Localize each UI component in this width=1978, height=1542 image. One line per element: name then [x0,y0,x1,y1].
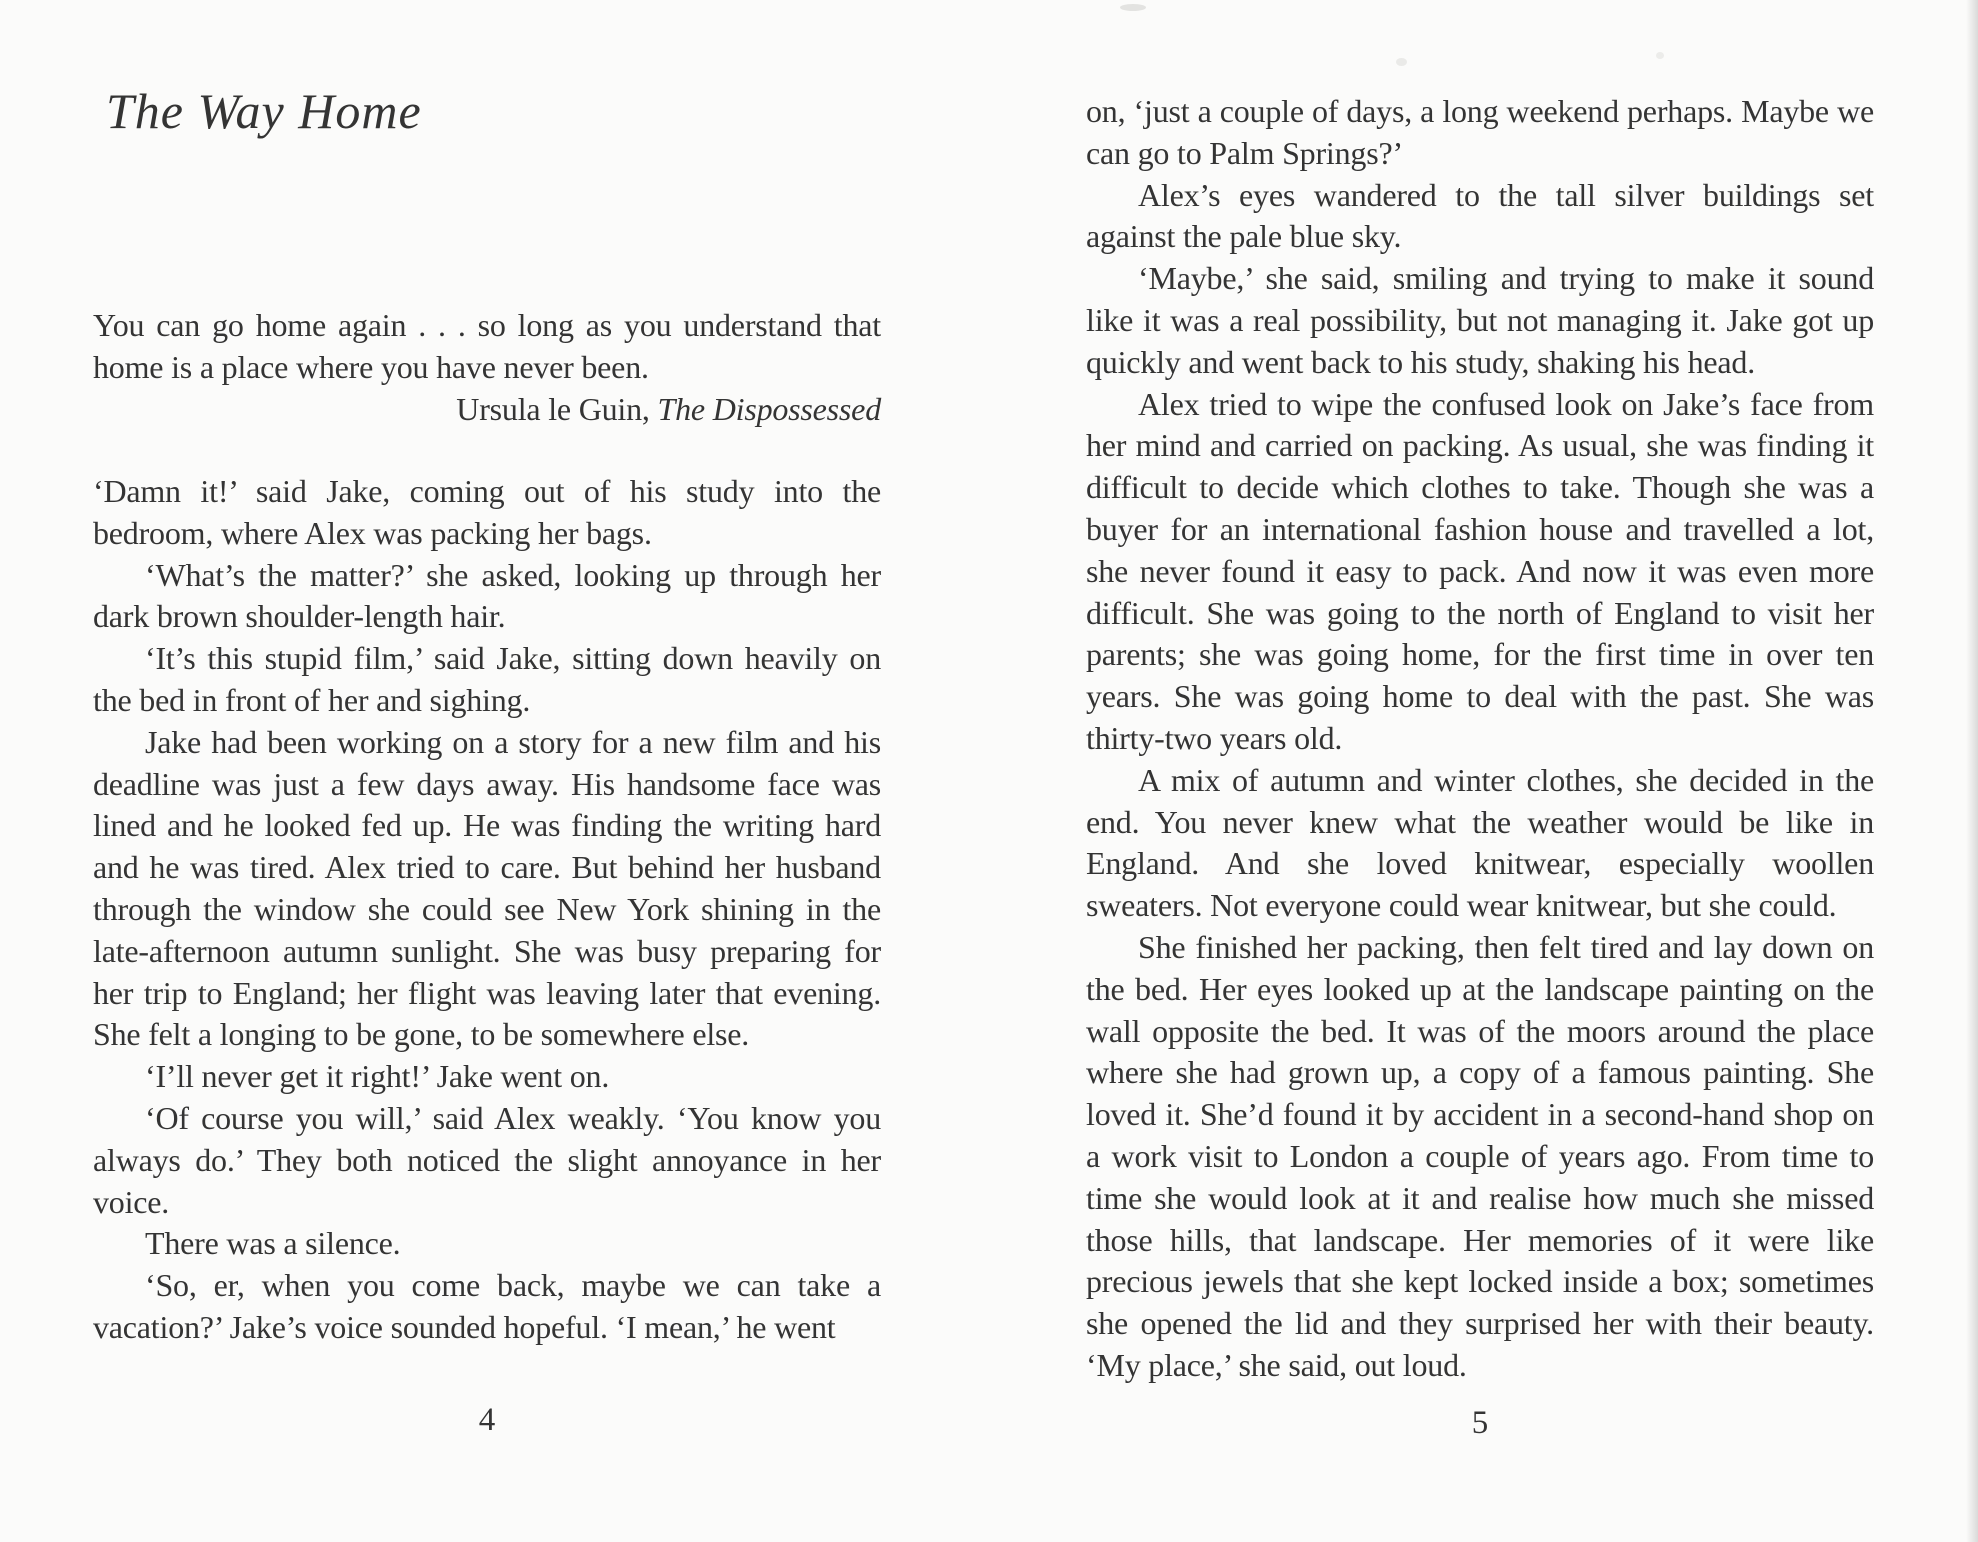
paragraph: on, ‘just a couple of days, a long weekend perhaps. Maybe we can go to Palm Springs?’ [1086,93,1874,171]
left-page-body [93,471,881,1349]
epigraph-attribution [93,389,881,431]
right-page [989,0,1978,1542]
paragraph: ‘I’ll never get it right!’ Jake went on. [145,1058,610,1095]
paragraph: A mix of autumn and winter clothes, she decided in the end. You never knew what the weather would be like in England. And she loved knitwear, especially woollen sweaters. Not everyone could wear knitwear, but she could. [1086,761,1874,924]
scan-artifact [1120,4,1146,11]
paragraph: ‘What’s the matter?’ she asked, looking up through her dark brown shoulder-length hair. [93,556,881,635]
scan-artifact [1396,58,1407,66]
left-page-number: 4 [478,1402,496,1438]
scan-artifact [1656,52,1664,59]
paragraph: ‘Of course you will,’ said Alex weakly. ‘You know you always do.’ They both noticed the slight annoyance in her voice. [93,1099,881,1220]
paragraph: ‘It’s this stupid film,’ said Jake, sitting down heavily on the bed in front of her and sighing. [93,640,881,718]
paragraph: There was a silence. [145,1225,401,1262]
paragraph: She finished her packing, then felt tired and lay down on the bed. Her eyes looked up at the landscape painting on the wall opposite the bed. It was of the moors around the place where she had grown up, a copy of a famous painting. She loved it. She’d found it by accident in a second-hand shop on a work visit to London a couple of years ago. From time to time she would look at it and realise how much she missed those hills, that landscape. Her memories of it were like precious jewels that she kept locked inside a box; sometimes she opened the lid and they surprised her with their beauty. ‘My place,’ she said, out loud. [1086,928,1874,1383]
right-page-number: 5 [1471,1405,1489,1441]
epigraph [93,305,881,430]
epigraph-author: Ursula le Guin, [456,390,658,427]
paragraph: Alex tried to wipe the confused look on Jake’s face from her mind and carried on packing. As usual, she was finding it difficult to decide which clothes to take. Though she was a buyer for an international fashion house and travelled a lot, she never found it easy to pack. And now it was even more difficult. She was going to the north of England to visit her parents; she was going home, for the first time in over ten years. She was going home to deal with the past. She was thirty-two years old. [1086,385,1874,756]
paragraph: ‘So, er, when you come back, maybe we can take a vacation?’ Jake’s voice sounded hopeful. ‘I mean,’ he went [93,1267,881,1345]
right-page-body [1086,91,1874,1387]
paragraph: Alex’s eyes wandered to the tall silver buildings set against the pale blue sky. [1086,176,1874,255]
page-edge-shadow [1966,0,1978,1542]
epigraph-work-title: The Dispossessed [657,390,881,427]
paragraph: ‘Maybe,’ she said, smiling and trying to make it sound like it was a real possibility, but not managing it. Jake got up quickly and went back to his study, shaking his head. [1086,260,1874,380]
chapter-title: The Way Home [106,83,422,139]
paragraph: ‘Damn it!’ said Jake, coming out of his study into the bedroom, where Alex was packing her bags. [93,473,881,551]
epigraph-text: You can go home again . . . so long as you understand that home is a place where you have never been. [93,307,881,385]
paragraph: Jake had been working on a story for a new film and his deadline was just a few days away. His handsome face was lined and he looked fed up. He was finding the writing hard and he was tired. Alex tried to care. But behind her husband through the window she could see New York shining in the late-afternoon autumn sunlight. She was busy preparing for her trip to England; her flight was leaving later that evening. She felt a longing to be gone, to be somewhere else. [93,723,881,1053]
